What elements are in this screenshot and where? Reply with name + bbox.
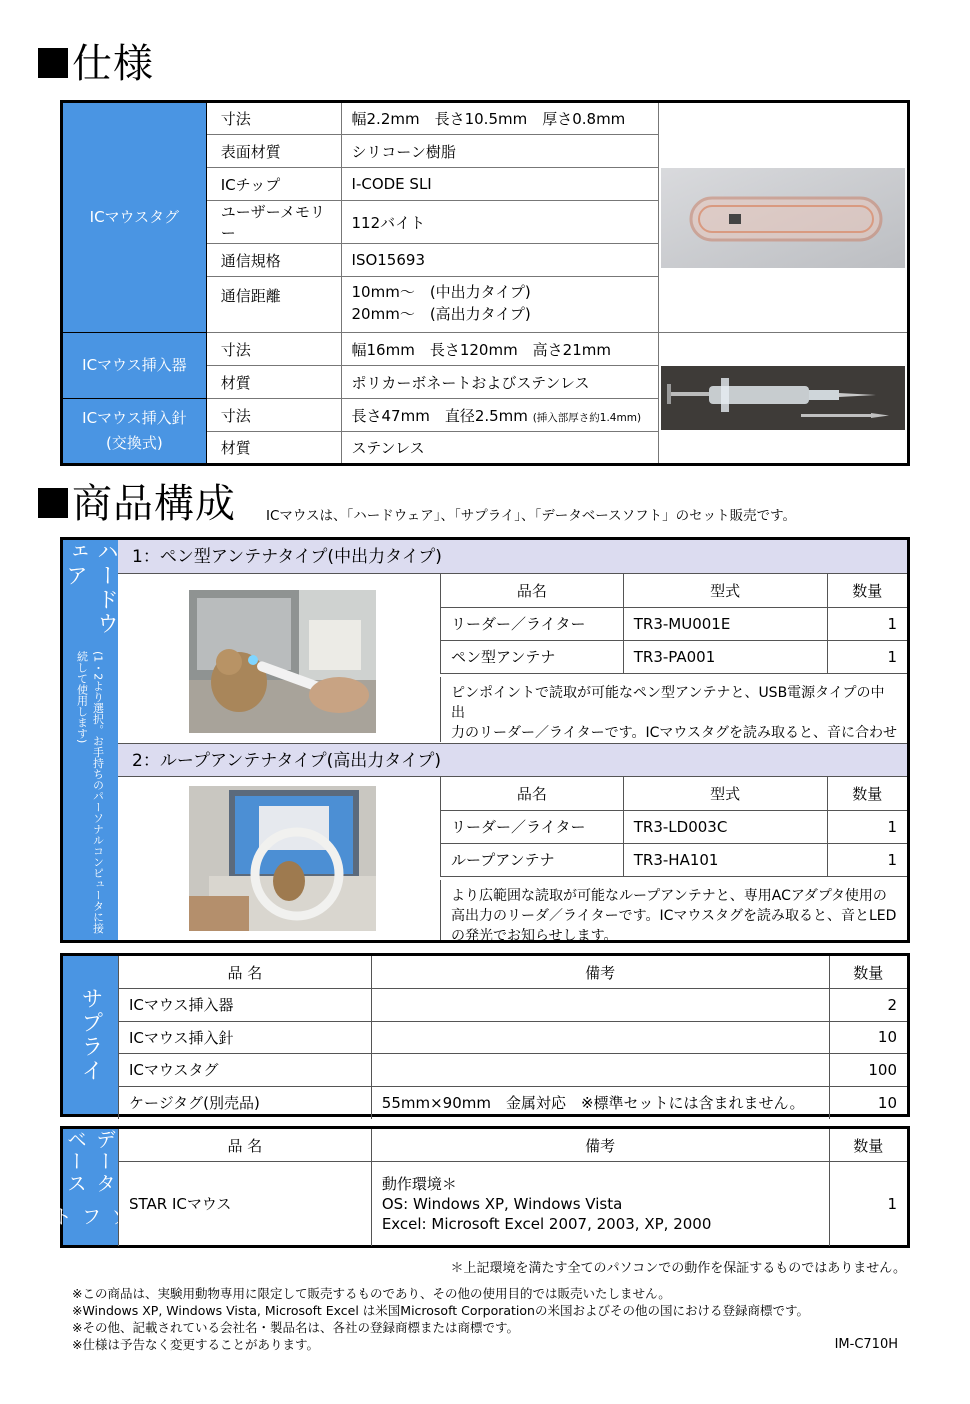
footnote-line: ※仕様は予告なく変更することがあります。 [72, 1337, 319, 1352]
document-code: IM-C710H [834, 1337, 898, 1352]
item-qty: 10 [829, 1086, 907, 1119]
composition-intro: ICマウスは、「ハードウェア」、「サプライ」、「データベースソフト」のセット販売です。 [266, 508, 797, 524]
header-name: 品名 [441, 574, 624, 607]
needle-category-label: ICマウス挿入針 [82, 408, 187, 427]
spec-value: 幅2.2mm 長さ10.5mm 厚さ0.8mm [341, 102, 658, 135]
hardware-side-label: ハードウェア (1・2より選択。お手持ちのパーソナルコンピュータに接続して使用します) [63, 540, 118, 940]
item-model: TR3-HA101 [623, 843, 827, 876]
item-model: TR3-LD003C [623, 810, 827, 843]
spec-value: I-CODE SLI [341, 168, 658, 201]
needle-size-value: 長さ47mm 直径2.5mm [351, 406, 528, 425]
item-qty: 2 [829, 989, 907, 1022]
composition-heading: 商品構成 [38, 484, 236, 524]
category-ic-tag: ICマウスタグ [62, 102, 207, 333]
header-name: 品 名 [119, 956, 372, 989]
spec-value: 幅16mm 長さ120mm 高さ21mm [341, 333, 658, 366]
supply-table [118, 956, 907, 1119]
spec-label: 通信距離 [206, 277, 341, 333]
category-injector: ICマウス挿入器 [62, 333, 207, 399]
item-name: リーダー／ライター [441, 810, 624, 843]
tag-photo-cell [658, 102, 908, 333]
supply-side-label: サプライ [63, 956, 118, 1114]
item-name: ケージタグ(別売品) [119, 1086, 372, 1119]
spec-value: シリコーン樹脂 [341, 135, 658, 168]
header-qty: 数量 [827, 777, 907, 810]
spec-value: ポリカーボネートおよびステンレス [341, 366, 658, 399]
pen-antenna-photo [189, 590, 376, 733]
item-name: リーダー／ライター [441, 607, 624, 640]
tag-photo [661, 168, 905, 268]
item-name: ICマウス挿入針 [119, 1021, 372, 1054]
header-qty: 数量 [827, 574, 907, 607]
item-qty: 1 [827, 640, 907, 673]
type1-table [440, 574, 907, 674]
needle-size-small: (挿入部厚さ約1.4mm) [532, 411, 642, 424]
header-model: 型式 [623, 777, 827, 810]
spec-value: 20mm～ (高出力タイプ) [341, 303, 658, 333]
software-side-label: データベース ソフト [63, 1129, 118, 1245]
item-note [371, 1054, 829, 1087]
category-needle [62, 399, 207, 465]
type1-title: 1：ペン型アンテナタイプ(中出力タイプ) [118, 540, 907, 574]
spec-value: 112バイト [341, 201, 658, 244]
item-qty: 1 [827, 810, 907, 843]
needle-category-sub: (交換式) [106, 434, 163, 452]
software-section [49, 1126, 910, 1248]
spec-label: 表面材質 [206, 135, 341, 168]
type1-description: ピンポイントで読取が可能なペン型アンテナと、USB電源タイプの中出 力のリーダー／ライターです。ICマウスタグを読み取ると、音に合わせ [440, 677, 907, 742]
header-model: 型式 [623, 574, 827, 607]
ic-tag-image [661, 168, 905, 268]
item-qty: 1 [827, 843, 907, 876]
spec-label: 寸法 [206, 333, 341, 366]
header-qty: 数量 [829, 1129, 907, 1162]
spec-label: 通信規格 [206, 244, 341, 277]
item-qty: 10 [829, 1021, 907, 1054]
item-model: TR3-MU001E [623, 607, 827, 640]
item-name: ICマウスタグ [119, 1054, 372, 1087]
item-qty: 1 [827, 607, 907, 640]
header-qty: 数量 [829, 956, 907, 989]
header-name: 品名 [441, 777, 624, 810]
header-name: 品 名 [119, 1129, 372, 1162]
spec-value: ステンレス [341, 432, 658, 465]
item-qty: 1 [829, 1162, 907, 1246]
footnote-line: ※Windows XP, Windows Vista, Microsoft Excel は米国Microsoft Corporationの米国およびその他の国における登録商標です。 [72, 1303, 809, 1318]
spec-heading: 仕様 [38, 44, 154, 84]
spec-value: 10mm～ (中出力タイプ) [341, 277, 658, 303]
spec-label: ユーザーメモリー [206, 201, 341, 244]
spec-label: 寸法 [206, 102, 341, 135]
hardware-section [60, 537, 910, 943]
type2-description: より広範囲な読取が可能なループアンテナと、専用ACアダプタ使用の 高出力のリーダ／ライターです。ICマウスタグを読み取ると、音とLED の発光でお知らせします。 [440, 880, 907, 940]
loop-antenna-image [189, 786, 376, 931]
item-note: 動作環境＊ OS: Windows XP, Windows Vista Excel: Microsoft Excel 2007, 2003, XP, 2000 [371, 1162, 829, 1246]
injector-photo [661, 366, 905, 430]
square-bullet-icon [38, 488, 68, 518]
footnote-line: ※この商品は、実験用動物専用に限定して販売するものであり、その他の使用目的では販売いたしません。 [72, 1286, 671, 1301]
item-model: TR3-PA001 [623, 640, 827, 673]
item-note [371, 1021, 829, 1054]
spec-value: ISO15693 [341, 244, 658, 277]
injector-image [661, 366, 905, 430]
item-name: STAR ICマウス [119, 1162, 372, 1246]
item-name: ICマウス挿入器 [119, 989, 372, 1022]
loop-antenna-photo [189, 786, 376, 931]
spec-table [60, 100, 910, 466]
spec-label: 材質 [206, 366, 341, 399]
spec-label: 寸法 [206, 399, 341, 432]
spec-label: 材質 [206, 432, 341, 465]
software-table [118, 1129, 907, 1246]
square-bullet-icon [38, 48, 68, 78]
pen-antenna-image [189, 590, 376, 733]
injector-photo-cell [658, 333, 908, 465]
item-note: 55mm×90mm 金属対応 ※標準セットには含まれません。 [371, 1086, 829, 1119]
env-footnote: ＊上記環境を満たす全てのパソコンでの動作を保証するものではありません。 [450, 1261, 906, 1276]
item-name: ループアンテナ [441, 843, 624, 876]
footnote-list [72, 1285, 809, 1353]
header-note: 備考 [371, 956, 829, 989]
item-note [371, 989, 829, 1022]
footnote-line: ※その他、記載されている会社名・製品名は、各社の登録商標または商標です。 [72, 1320, 519, 1335]
type2-table [440, 777, 907, 877]
spec-label: ICチップ [206, 168, 341, 201]
supply-section [60, 953, 910, 1117]
header-note: 備考 [371, 1129, 829, 1162]
type2-title: 2：ループアンテナタイプ(高出力タイプ) [118, 743, 907, 777]
spec-value [341, 399, 658, 432]
item-qty: 100 [829, 1054, 907, 1087]
item-name: ペン型アンテナ [441, 640, 624, 673]
